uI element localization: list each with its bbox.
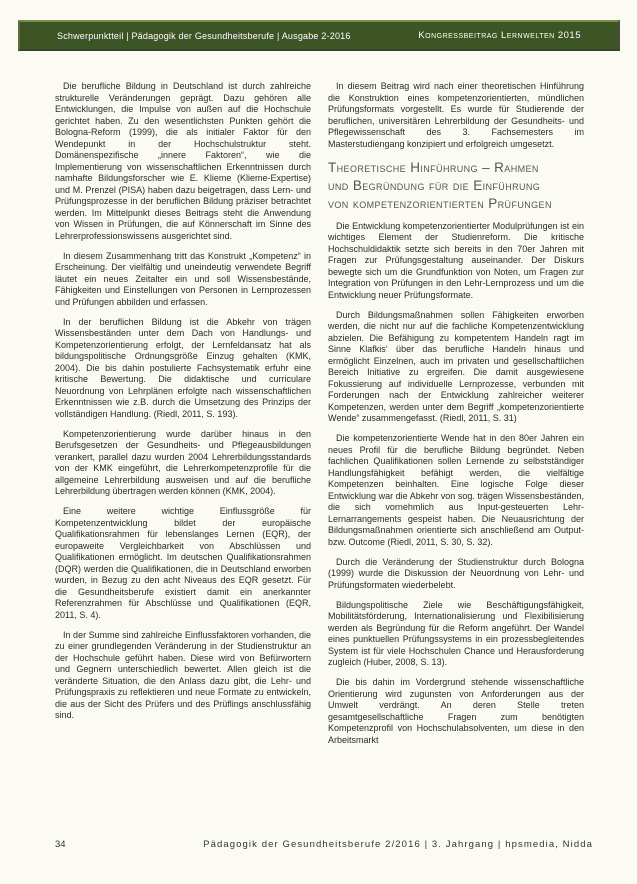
paragraph: Durch Bildungsmaßnahmen sollen Fähigkeiten erworben werden, die nicht nur auf die fachliche Kompetenzentwicklung abzielen. Die Befähigung zu kompetentem Handeln ragt im Sinne Klafkis‘ über das berufliche Handeln hinaus und ermöglicht Einzelnen, auch im privaten und gesellschaftlichen Bereich Initiative zu ergreifen. Die damit ausgewiesene Fokussierung auf individuelle Lernprozesse, verbunden mit Forderungen nach der Entwicklung zahlreicher weiterer Kompetenzen, werden unter dem Begriff „kompetenzorientierte Wende“ zusammengefasst. (Riedl, 2011, S. 31) [328,309,584,423]
paragraph: Die Entwicklung kompetenzorientierter Modulprüfungen ist ein wichtiges Element der Studienreform. Die kritische Hochschuldidaktik setzte sich bereits in den 70er Jahren mit Fragen zur Prüfungsgestaltung auseinander. Der Diskurs bewegte sich um die Grundfunktion von Noten, um Fragen zur Integration von Prüfungen in den Lehr-Lernprozess und um die Entwicklung neuer Prüfungsformate. [328,220,584,300]
paragraph: Eine weitere wichtige Einflussgröße für Kompetenzentwicklung bildet der europäische Qualifikationsrahmen für lebenslanges Lernen (EQR), der europaweite Vergleichbarkeit von Abschlüssen und Qualifikationen ermöglicht. Im deutschen Qualifikationsrahmen (DQR) werden die Qualifikationen, die in Deutschland erworben wurden, in Bezug zu den acht Niveaus des EQR gesetzt. Für die Gesundheitsberufe existiert damit ein anerkannter Referenzrahmen für Abschlüsse und Qualifikationen (EQR, 2011, S. 4). [55,506,311,620]
header-right-text: Kongressbeitrag Lernwelten 2015 [418,30,581,41]
section-heading-line: Theoretische Hinführung – Rahmen [328,159,539,175]
left-column [55,81,311,755]
section-heading-line: von kompetenzorientierten Prüfungen [328,195,552,211]
paragraph: Die berufliche Bildung in Deutschland ist durch zahlreiche strukturelle Veränderungen geprägt. Dazu gehören alle Entwicklungen, die Impulse von außen auf die Hochschule gerichtet haben. Zu den wesentlichsten Punkten gehört die Bologna-Reform (1999), die als initialer Faktor für den Wendepunkt in der Hochschulstruktur steht. Domänenspezifische „innere Faktoren“, wie die Implementierung von wissenschaftlichen Erkenntnissen durch namhafte Bildungsforscher wie E. Klieme (Klieme-Expertise) und M. Prenzel (PISA) haben dazu beigetragen, dass Lern- und Prüfungsprozesse in der beruflichen Bildung präziser betrachtet werden. Im Mittelpunkt dieses Beitrags steht die Anwendung von Wissen in Prüfungen, die auf Könnerschaft im Sinne des Lehrerprofessionswissens ausgerichtet sind. [55,81,311,241]
page-number: 34 [55,839,66,850]
section-heading-line: und Begründung für die Einführung [328,177,541,193]
paragraph: Die kompetenzorientierte Wende hat in den 80er Jahren ein neues Profil für die berufliche Bildung begründet. Neben fachlichen Qualifikationen sollen Lernende zu selbstständiger Handlungsfähigkeit befähigt werden, die vielfältige Kompetenzen beinhalten. Eine logische Folge dieser Entwicklung war die Abkehr von sog. trägen Wissensbeständen, die sich vornehmlich aus Input-gesteuerten Lehr-Lernarrangements gespeist haben. Die Neuausrichtung der Bildungsmaßnahmen orientierte sich anschließend am Output- bzw. Outcome (Riedl, 2011, S. 30, S. 32). [328,433,584,547]
footer [55,839,593,850]
paragraph: In diesem Beitrag wird nach einer theoretischen Hinführung die Konstruktion eines kompetenzorientierten, mündlichen Prüfungsformats vorgestellt. Es wurde für Studierende der beruflichen, universitären Lehrerbildung der Gesundheits- und Pflegewissenschaft des 3. Fachsemesters im Masterstudiengang konzipiert und erfolgreich umgesetzt. [328,81,584,149]
section-heading [328,159,584,213]
paragraph: Kompetenzorientierung wurde darüber hinaus in den Berufsgesetzen der Gesundheits- und Pflegeausbildungen verankert, parallel dazu wurden 2004 Lehrerbildungsstandards von der KMK eingeführt, die Lehrerkompetenzprofile für die allgemeine Lehrerbildung ausweisen und auf die berufliche Lehrerbildung übertragen werden können (KMK, 2004). [55,428,311,496]
article-body [55,81,584,755]
paragraph: Die bis dahin im Vordergrund stehende wissenschaftliche Orientierung wird zugunsten von Anforderungen aus der Umwelt verdrängt. An deren Stelle treten gesamtgesellschaftliche Fragen zum benötigten Kompetenzprofil von Hochschulabsolventen, um diese in den Arbeitsmarkt [328,677,584,745]
paragraph: In der beruflichen Bildung ist die Abkehr von trägen Wissensbeständen unter dem Dach von Handlungs- und Kompetenzorientierung erfolgt, der Lernfeldansatz hat als bildungspolitische Ordnungsgröße Einzug gehalten (KMK, 2004). Die bis dahin postulierte Fachsystematik erfuhr eine kritische Bewertung. Die didaktische und curriculare Neuordnung von Lehrplänen erfolgte nach wissenschaftlichen Erkenntnissen wie z.B. durch die Umsetzung des Prinzips der vollständigen Handlung. (Riedl, 2011, S. 193). [55,316,311,419]
paragraph: In diesem Zusammenhang tritt das Konstrukt „Kompetenz“ in Erscheinung. Der vielfältig und uneindeutig verwendete Begriff läutet ein neues Zeitalter ein und soll Wissensbestände, Fähigkeiten und Einstellungen von Personen in Lernprozessen und Prüfungen abbilden und erfassen. [55,250,311,307]
paragraph: Durch die Veränderung der Studienstruktur durch Bologna (1999) wurde die Diskussion der Neuordnung von Lehr- und Prüfungsformaten wiederbelebt. [328,556,584,590]
header-left-text: Schwerpunktteil | Pädagogik der Gesundheitsberufe | Ausgabe 2-2016 [57,30,351,41]
header-bar [18,20,620,51]
right-column [328,81,584,755]
footer-journal-line: Pädagogik der Gesundheitsberufe 2/2016 | 3. Jahrgang | hpsmedia, Nidda [203,839,593,850]
paragraph: In der Summe sind zahlreiche Einflussfaktoren vorhanden, die zu einer grundlegenden Veränderung in der Studienstruktur an der Hochschule geführt haben. Diese wird von Befürwortern und Gegnern unterschiedlich bewertet. Allen gleich ist die veränderte Situation, die den Anlass dazu gibt, die Lehr- und Prüfungspraxis zu reflektieren und neue Formate zu entwickeln, die aus der Sicht des Prüfers und des Prüflings anschlussfähig sind. [55,629,311,720]
paragraph: Bildungspolitische Ziele wie Beschäftigungsfähigkeit, Mobilitätsförderung, Internationalisierung und Flexibilisierung werden als Begründung für die Reform angeführt. Der Wandel eines punktuellen Prüfungssystems in ein prozessbegleitendes System ist für viele Hochschulen Chance und Herausforderung zugleich (Huber, 2008, S. 13). [328,599,584,667]
